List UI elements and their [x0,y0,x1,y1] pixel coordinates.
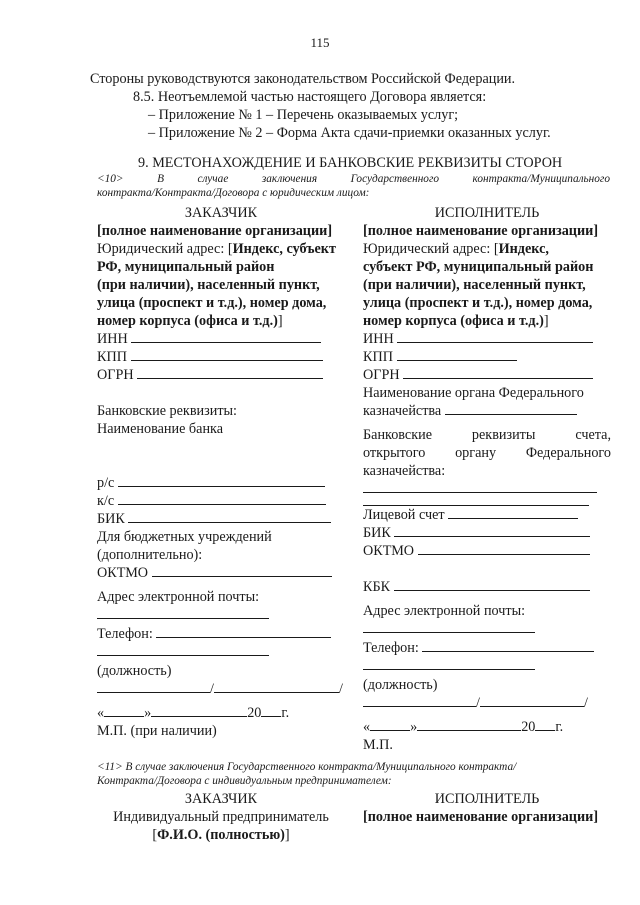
customer-address-line-3: (при наличии), населенный пункт, [97,277,320,293]
customer-oktmo: ОКТМО [97,564,345,582]
customer-address-line-2: РФ, муниципальный район [97,259,275,275]
customer-rs: р/с [97,474,345,492]
executor-kbk: КБК [363,578,611,596]
customer-header: ЗАКАЗЧИК [184,205,258,221]
ip-customer-line-1: Индивидуальный предприниматель [113,809,329,825]
customer-column [97,204,345,740]
executor-email-label: Адрес электронной почты: [363,603,526,619]
customer-budget-line-2: (дополнительно): [97,547,203,563]
ip-customer-line-2: [Ф.И.О. (полностью)] [152,827,290,843]
executor-header: ИСПОЛНИТЕЛЬ [434,205,540,221]
note-10-line-1: <10> В случае заключения Государственного контракта/Муниципального [97,173,610,185]
customer-bik: БИК [97,510,345,528]
customer-date: « » 20 г. [97,705,290,721]
executor-address-line-2: субъект РФ, муниципальный район [363,259,594,275]
customer-bank-name: Наименование банка [97,421,224,437]
executor-address-line-4: улица (проспект и т.д.), номер дома, [363,295,593,311]
executor-column [363,204,611,754]
customer-kpp: КПП [97,348,345,366]
ip-customer-header: ЗАКАЗЧИК [184,791,258,807]
executor-bank-line-3: казначейства: [363,463,446,479]
executor-bank-blank-1 [363,480,597,493]
customer-org: [полное наименование организации] [97,223,333,239]
note-11-line-2: Контракта/Договора с индивидуальным предпринимателем: [97,775,392,787]
executor-date: « » 20 г. [363,719,564,735]
executor-phone-line [363,657,535,670]
executor-treasury-line-1: Наименование органа Федерального [363,385,584,401]
executor-bik: БИК [363,524,611,542]
executor-address-line-1: Юридический адрес: [Индекс, [363,241,549,257]
customer-email-label: Адрес электронной почты: [97,589,260,605]
page-number: 115 [310,35,330,50]
customer-ks: к/с [97,492,345,510]
executor-treasury-line-2: казначейства [363,402,611,420]
customer-email-line [97,606,269,619]
customer-phone: Телефон: [97,625,345,643]
executor-phone: Телефон: [363,639,611,657]
executor-ogrn: ОГРН [363,366,611,384]
customer-inn: ИНН [97,330,345,348]
note-11-line-1: <11> В случае заключения Государственного контракта/Муниципального контракта/ [97,761,517,773]
ip-executor-header: ИСПОЛНИТЕЛЬ [434,791,540,807]
section-title: 9. МЕСТОНАХОЖДЕНИЕ И БАНКОВСКИЕ РЕКВИЗИТЫ СТОРОН [138,155,563,171]
executor-oktmo: ОКТМО [363,542,611,560]
customer-position: (должность) [97,663,172,679]
ip-executor-org: [полное наименование организации] [363,809,599,825]
executor-signature: / / [363,694,611,712]
customer-stamp: М.П. (при наличии) [97,723,217,739]
customer-ogrn: ОГРН [97,366,345,384]
executor-email-line [363,620,535,633]
executor-bank-line-2: открытого органу Федерального [363,445,611,461]
customer-address-line-5: номер корпуса (офиса и т.д.)] [97,313,283,329]
customer-address-line-1: Юридический адрес: [Индекс, субъект [97,241,336,257]
executor-address-line-5: номер корпуса (офиса и т.д.)] [363,313,549,329]
executor-bank-blank-2 [363,493,589,506]
customer-address-line-4: улица (проспект и т.д.), номер дома, [97,295,327,311]
appendix-1-item: – Приложение № 1 – Перечень оказываемых услуг; [148,107,459,123]
intro-line-2: 8.5. Неотъемлемой частью настоящего Договора является: [133,89,487,105]
customer-budget-line-1: Для бюджетных учреждений [97,529,272,545]
executor-bank-line-1: Банковские реквизиты счета, [363,427,611,443]
executor-kpp: КПП [363,348,611,366]
customer-bank-details: Банковские реквизиты: [97,403,237,419]
executor-inn: ИНН [363,330,611,348]
executor-account: Лицевой счет [363,506,611,524]
executor-position: (должность) [363,677,438,693]
executor-address-line-3: (при наличии), населенный пункт, [363,277,586,293]
intro-line-1: Стороны руководствуются законодательством Российской Федерации. [90,71,516,87]
executor-stamp: М.П. [363,737,393,753]
executor-org: [полное наименование организации] [363,223,599,239]
note-10-line-2: контракта/Контракта/Договора с юридическим лицом: [97,187,370,199]
customer-signature: / / [97,680,345,698]
appendix-2-item: – Приложение № 2 – Форма Акта сдачи-приемки оказанных услуг. [148,125,551,141]
customer-phone-line [97,643,269,656]
